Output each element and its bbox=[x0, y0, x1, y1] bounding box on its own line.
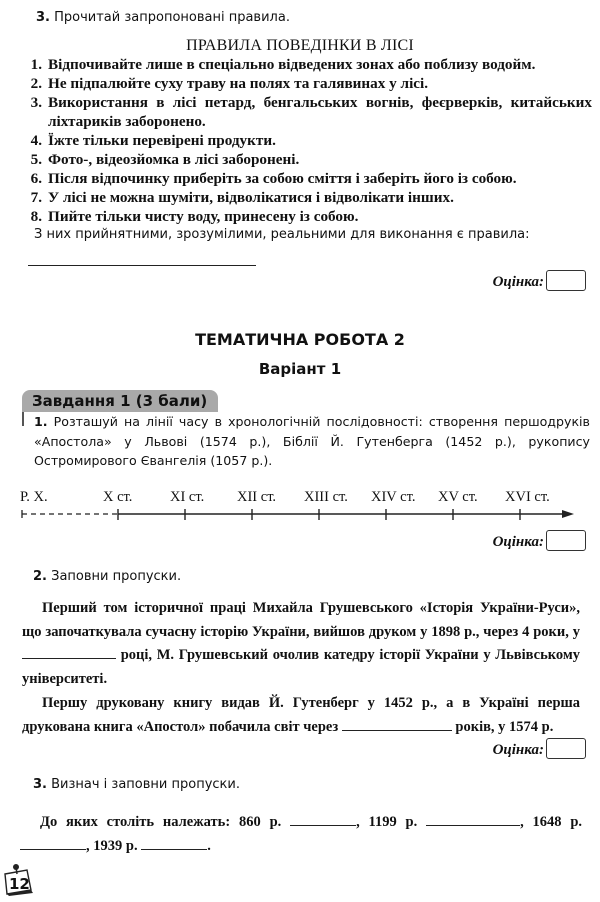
rule-item bbox=[22, 207, 592, 226]
grade-label: Оцінка: bbox=[492, 534, 544, 550]
year-1648: 1648 р. bbox=[532, 814, 583, 830]
rule-item bbox=[22, 150, 592, 169]
rule-text: Відпочивайте лише в спеціально відведених зонах або поблизу водойм. bbox=[48, 56, 536, 73]
blank-century-1[interactable] bbox=[290, 813, 356, 826]
blank-century-2[interactable] bbox=[426, 813, 520, 826]
rule-item bbox=[22, 131, 592, 150]
question-2-paragraph-2 bbox=[22, 692, 580, 739]
rule-text: Фото-, відеозйомка в лісі заборонені. bbox=[48, 151, 300, 168]
work-title: ТЕМАТИЧНА РОБОТА 2 bbox=[195, 330, 405, 349]
grade-box[interactable] bbox=[546, 530, 586, 551]
question-3-lead: До яких століть належать: bbox=[40, 814, 231, 830]
badge-divider bbox=[22, 412, 24, 426]
timeline-label: XI ст. bbox=[170, 489, 205, 505]
rule-number: 2. bbox=[30, 75, 42, 92]
grade-box[interactable] bbox=[546, 738, 586, 759]
timeline-label: X ст. bbox=[103, 489, 133, 505]
blank-century-4[interactable] bbox=[141, 837, 207, 850]
rule-item bbox=[22, 55, 592, 74]
rule-text: Не підпалюйте суху траву на полях та галявинах у лісі. bbox=[48, 75, 429, 92]
paragraph-2-text-a: Першу друковану книгу видав Й. Гутенберг у 1452 р., а в Україні перша друкована книга «Апостол» побачила світ через bbox=[22, 695, 580, 735]
grade-field-1 bbox=[493, 270, 586, 291]
timeline-label: XII ст. bbox=[237, 489, 277, 505]
blank-year[interactable] bbox=[22, 646, 116, 659]
question-3-number: 3. bbox=[33, 777, 47, 792]
timeline-label: XIV ст. bbox=[371, 489, 416, 505]
answer-line[interactable] bbox=[28, 265, 256, 266]
paragraph-1-text-a: Перший том історичної праці Михайла Грушевського «Історія України-Руси», що започаткувала сучасну історію України, вийшов друком у 1898 р., через 4 роки, у bbox=[22, 600, 580, 640]
rule-text: У лісі не можна шуміти, відволікатися і відволікати інших. bbox=[48, 189, 454, 206]
timeline-start-label: Р. Х. bbox=[20, 489, 48, 505]
rule-number: 1. bbox=[30, 56, 42, 73]
timeline[interactable] bbox=[0, 505, 600, 525]
task3-heading bbox=[36, 10, 290, 25]
paragraph-2-text-b: років, у 1574 р. bbox=[455, 718, 554, 735]
rule-text: Після відпочинку приберіть за собою сміття і заберіть його із собою. bbox=[48, 170, 517, 187]
rule-text: Використання в лісі петард, бенгальських вогнів, феєрверків, китайських ліхтариків заборонено. bbox=[48, 94, 592, 130]
timeline-label: XV ст. bbox=[438, 489, 478, 505]
question-1-text: Розташуй на лінії часу в хронологічній послідовності: створення першодруків «Апостола» у Львові (1574 р.), Біблії Й. Гутенберга (1452 р.), рукопису Остромирового Євангелія (1057 р.). bbox=[34, 414, 590, 468]
blank-century-3[interactable] bbox=[20, 837, 86, 850]
timeline-label: XVI ст. bbox=[505, 489, 550, 505]
task3-instruction: Прочитай запропоновані правила. bbox=[54, 10, 290, 25]
year-1939: 1939 р. bbox=[93, 838, 138, 854]
grade-label: Оцінка: bbox=[492, 742, 544, 758]
rules-list bbox=[22, 55, 592, 226]
variant-title: Варіант 1 bbox=[258, 360, 342, 378]
rule-item bbox=[22, 93, 592, 131]
timeline-arrow-icon bbox=[562, 510, 574, 518]
grade-label: Оцінка: bbox=[492, 274, 544, 290]
question-3-heading bbox=[33, 777, 240, 792]
grade-field-2 bbox=[493, 530, 586, 551]
task-badge: Завдання 1 (3 бали) bbox=[22, 390, 218, 412]
question-1 bbox=[34, 412, 590, 471]
rule-number: 8. bbox=[30, 208, 42, 225]
question-2-heading bbox=[33, 569, 181, 584]
page-number: 12 bbox=[9, 875, 30, 893]
question-2-instruction: Заповни пропуски. bbox=[51, 569, 182, 584]
rule-item bbox=[22, 169, 592, 188]
timeline-label: XIII ст. bbox=[304, 489, 348, 505]
rule-number: 4. bbox=[30, 132, 42, 149]
question-1-number: 1. bbox=[34, 414, 48, 429]
blank-years-count[interactable] bbox=[342, 718, 452, 731]
rule-text: Їжте тільки перевірені продукти. bbox=[48, 132, 276, 149]
question-2-paragraph-1 bbox=[22, 597, 580, 691]
rule-number: 7. bbox=[30, 189, 42, 206]
grade-field-3 bbox=[493, 738, 586, 759]
paragraph-1-text-b: році, М. Грушевський очолив катедру історії України у Львівському університеті. bbox=[22, 647, 580, 687]
question-2-number: 2. bbox=[33, 569, 47, 584]
year-860: 860 р. bbox=[239, 814, 282, 830]
page-number-badge bbox=[3, 862, 37, 896]
rule-text: Пийте тільки чисту воду, принесену із собою. bbox=[48, 208, 359, 225]
grade-box[interactable] bbox=[546, 270, 586, 291]
task3-question: З них прийнятними, зрозумілими, реальними для виконання є правила: bbox=[34, 227, 530, 242]
rules-title: ПРАВИЛА ПОВЕДІНКИ В ЛІСІ bbox=[186, 37, 414, 54]
rule-item bbox=[22, 74, 592, 93]
rule-number: 6. bbox=[30, 170, 42, 187]
year-1199: 1199 р. bbox=[368, 814, 418, 830]
rule-number: 5. bbox=[30, 151, 42, 168]
question-3-instruction: Визнач і заповни пропуски. bbox=[51, 777, 240, 792]
rule-item bbox=[22, 188, 592, 207]
task3-number: 3. bbox=[36, 10, 50, 25]
question-3-paragraph: До яких століть належать: 860 р. , 1199 р. , 1648 р. , 1939 р. . bbox=[20, 810, 582, 858]
rule-number: 3. bbox=[30, 94, 42, 111]
